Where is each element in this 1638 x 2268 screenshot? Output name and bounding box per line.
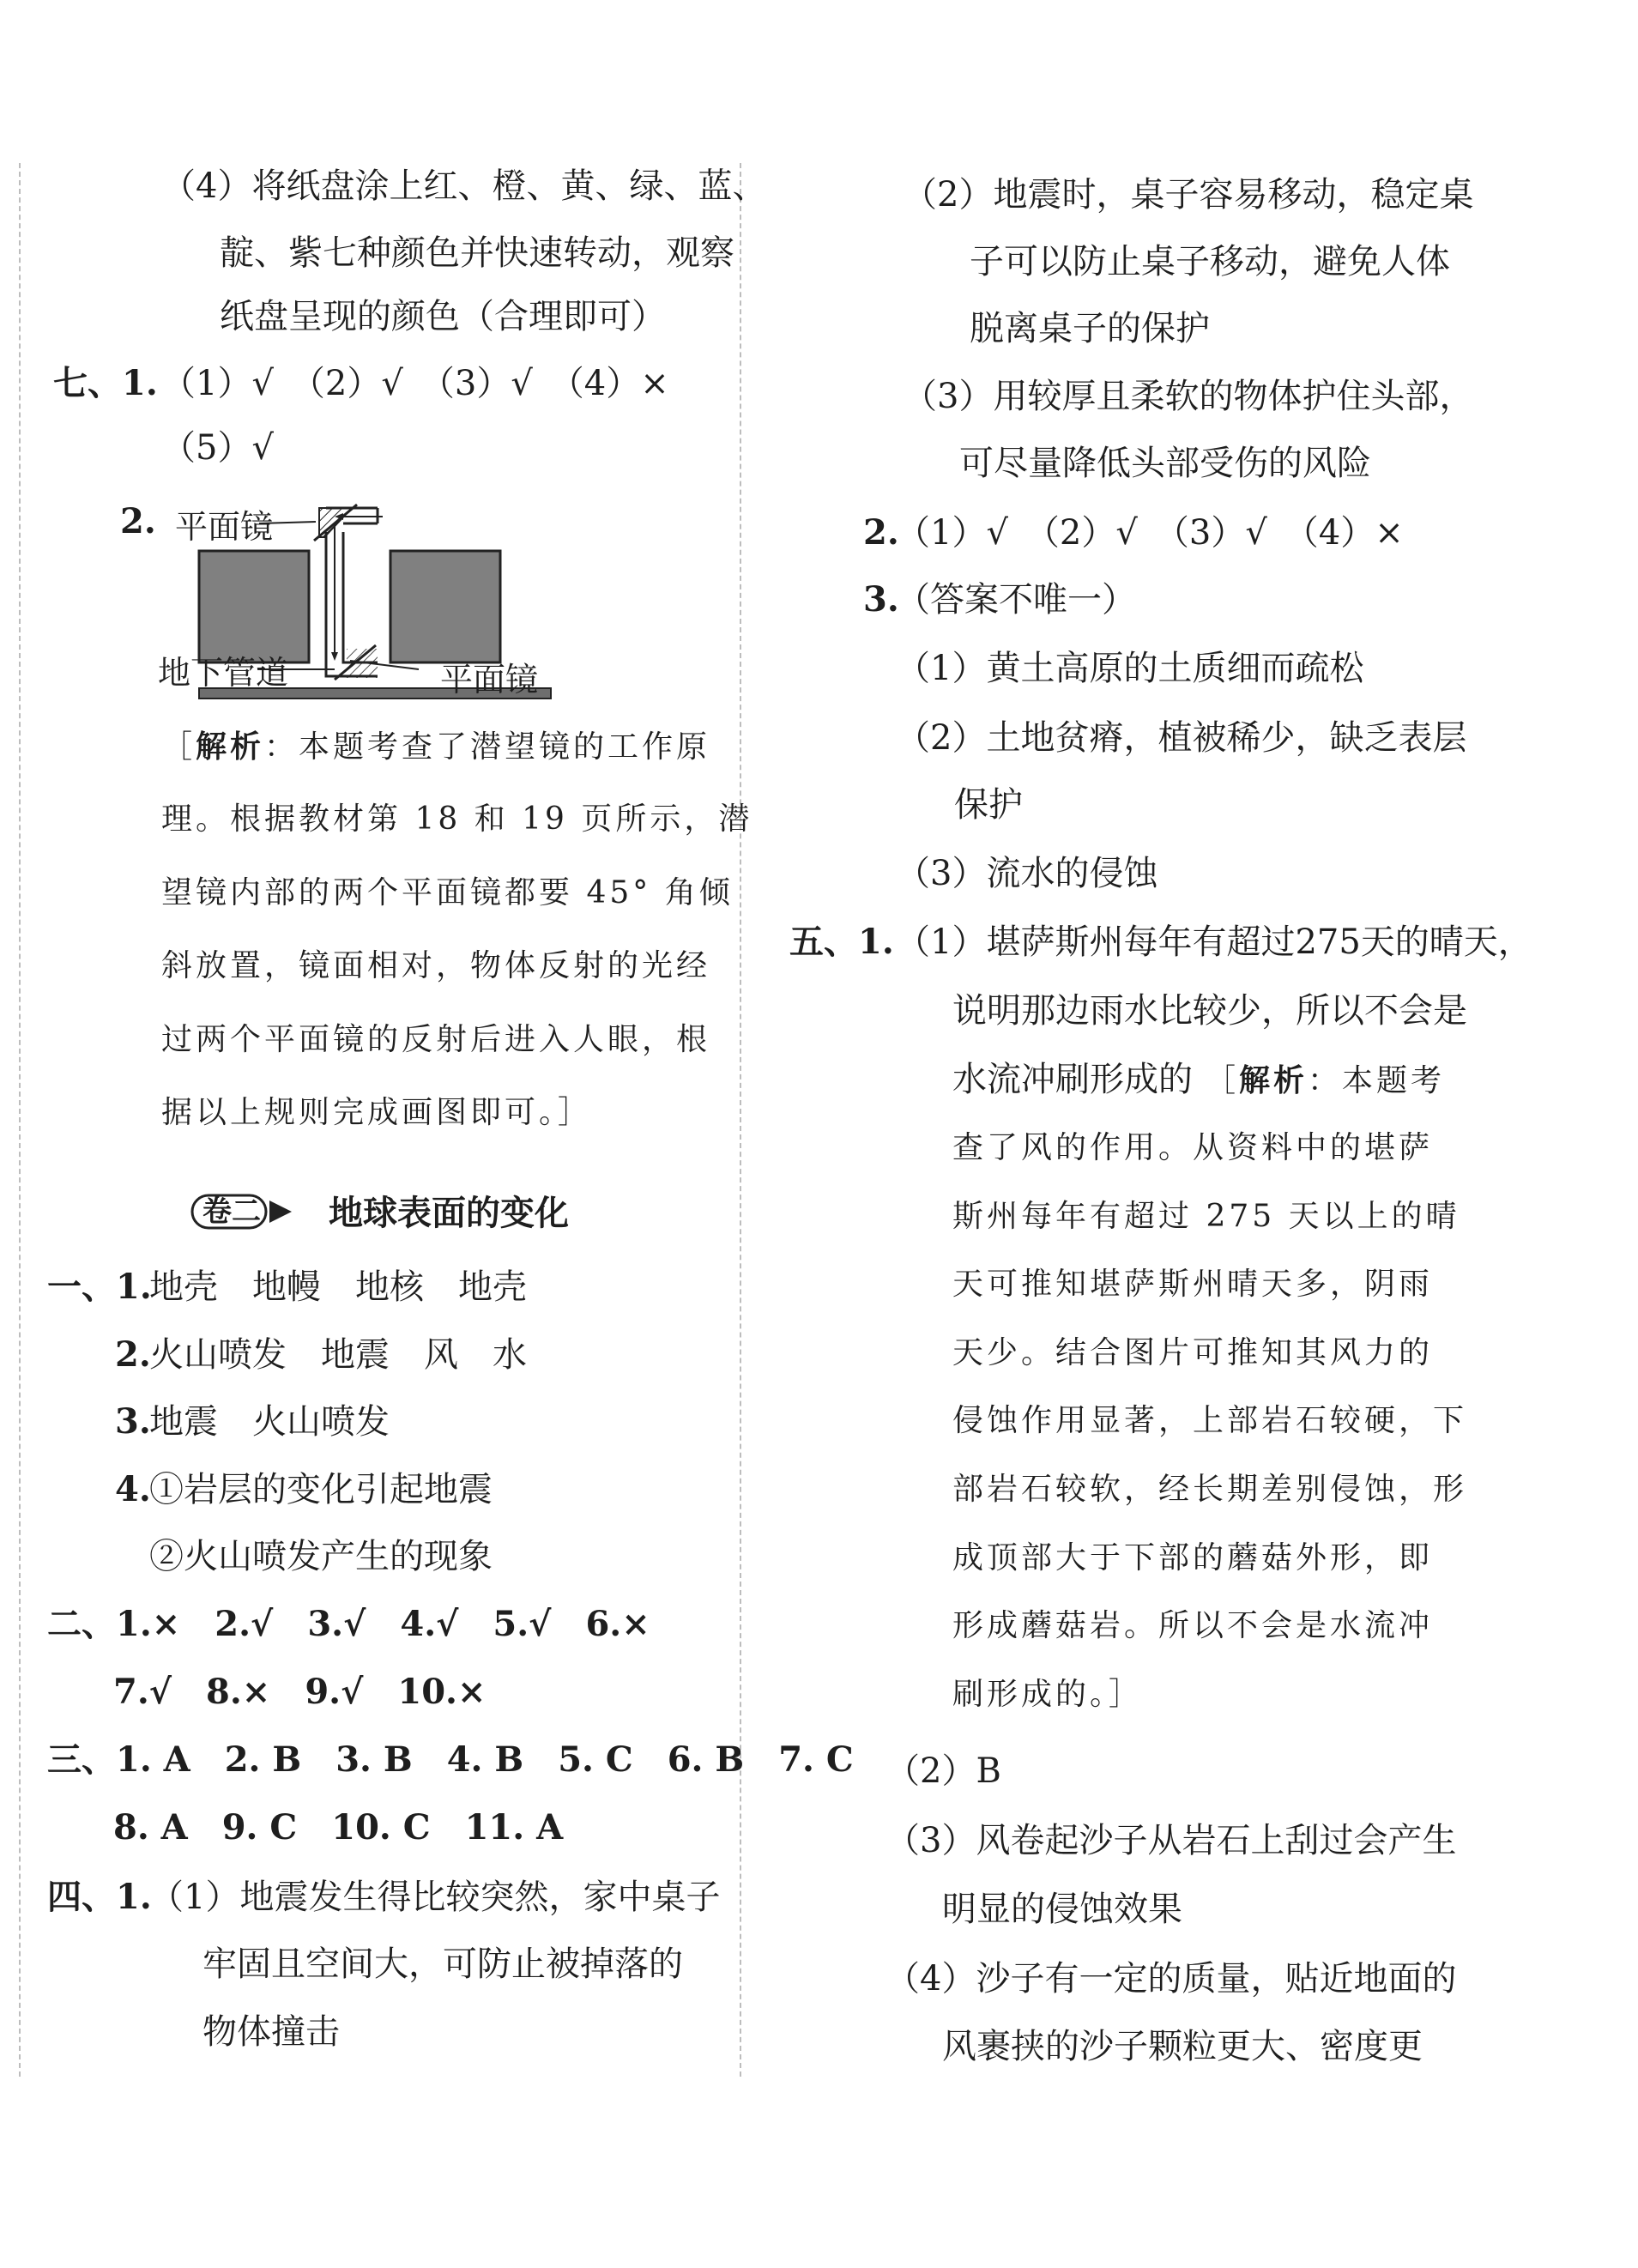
- s4-line-2: 牢固且空间大，可防止被掉落的: [202, 1944, 683, 1984]
- right-analysis-line-1: 查了风的作用。从资料中的堪萨: [952, 1130, 1434, 1165]
- right-analysis-line-4: 天少。结合图片可推知其风力的: [952, 1335, 1434, 1370]
- right-q3-3: （3）流水的侵蚀: [896, 854, 1158, 893]
- right-q3-2: （2）土地贫瘠，植被稀少，缺乏表层: [896, 718, 1467, 758]
- right-5-1-line-1: （1）堪萨斯州每年有超过275天的晴天，: [896, 922, 1532, 962]
- analysis-bracket: ［: [161, 729, 196, 765]
- s1-q3-label: 3.: [115, 1401, 151, 1442]
- right-analysis-text-0: ：本题考: [1308, 1063, 1446, 1098]
- right-5-1-line-2: 说明那边雨水比较少，所以不会是: [952, 991, 1467, 1031]
- right-analysis-line-7: 成顶部大于下部的蘑菇外形，即: [952, 1540, 1434, 1576]
- analysis-line-1: [161, 726, 710, 768]
- right-5-4-line-2: 风裹挟的沙子颗粒更大、密度更: [942, 2027, 1423, 2066]
- label-mirror-top: 平面镜: [175, 508, 274, 546]
- s1-answer-2: 火山喷发 地震 风 水: [149, 1335, 527, 1375]
- s2-answers-a: 二、1.× 2.√ 3.√ 4.√ 5.√ 6.×: [47, 1604, 650, 1644]
- analysis-line-6: 据以上规则完成画图即可。］: [161, 1095, 593, 1130]
- section-7-answers-a: （1）√ （2）√ （3）√ （4）×: [161, 364, 669, 403]
- s1-answer-1: 地壳 地幔 地核 地壳: [149, 1267, 527, 1307]
- s4-label: 四、1.: [47, 1877, 152, 1917]
- left-margin-dash: [19, 163, 21, 2077]
- right-analysis-line-8: 形成蘑菇岩。所以不会是水流冲: [952, 1608, 1434, 1643]
- label-underground-pipe: 地下管道: [158, 654, 289, 692]
- right-5-4-line-1: （4）沙子有一定的质量，贴近地面的: [885, 1959, 1457, 1999]
- right-q3-1: （1）黄土高原的土质细而疏松: [896, 649, 1364, 688]
- right-analysis-line-5: 侵蚀作用显著，上部岩石较硬，下: [952, 1403, 1468, 1438]
- right-q2-answers: （1）√ （2）√ （3）√ （4）×: [896, 513, 1404, 553]
- question-2-label: 2.: [120, 501, 156, 541]
- section-7-answers-b: （5）√: [161, 428, 274, 468]
- analysis-line-5: 过两个平面镜的反射后进入人眼，根: [161, 1022, 711, 1057]
- analysis-line-3: 望镜内部的两个平面镜都要 45° 角倾: [161, 875, 734, 910]
- right-line-2: 子可以防止桌子移动，避免人体: [970, 242, 1450, 281]
- left-line-2: 靛、紫七种颜色并快速转动，观察: [220, 233, 734, 273]
- right-line-5: 可尽量降低头部受伤的风险: [959, 444, 1371, 483]
- s2-answers-b: 7.√ 8.× 9.√ 10.×: [113, 1672, 487, 1712]
- left-line-1: （4）将纸盘涂上红、橙、黄、绿、蓝、: [161, 166, 767, 206]
- right-line-4: （3）用较厚且柔软的物体护住头部，: [903, 377, 1474, 416]
- right-q3-note: （答案不唯一）: [896, 580, 1136, 620]
- analysis-text-1: ：本题考查了潜望镜的工作原: [264, 729, 711, 765]
- right-analysis-line-3: 天可推知堪萨斯州晴天多，阴雨: [952, 1267, 1434, 1302]
- analysis-line-4: 斜放置，镜面相对，物体反射的光经: [161, 948, 711, 983]
- right-q3-2b: 保护: [954, 785, 1023, 825]
- right-analysis-bracket: ［: [1205, 1063, 1240, 1098]
- s1-answer-4a: ①岩层的变化引起地震: [149, 1470, 493, 1509]
- right-analysis-line-9: 刷形成的。］: [952, 1677, 1144, 1712]
- section-badge: [190, 1190, 293, 1233]
- right-line-3: 脱离桌子的保护: [970, 309, 1210, 348]
- badge-text: 卷二: [202, 1194, 261, 1229]
- s3-answers-b: 8. A 9. C 10. C 11. A: [113, 1807, 564, 1848]
- right-5-1-text: 水流冲刷形成的: [952, 1060, 1193, 1099]
- right-q2-label: 2.: [863, 512, 899, 553]
- section-7-label: 七、1.: [53, 363, 158, 403]
- s4-line-3: 物体撞击: [202, 2012, 340, 2052]
- analysis-heading: 解析: [196, 729, 265, 765]
- right-q3-label: 3.: [863, 579, 899, 620]
- right-analysis-line-6: 部岩石较软，经长期差别侵蚀，形: [952, 1472, 1468, 1507]
- label-mirror-bottom: 平面镜: [440, 661, 539, 699]
- s1-answer-3: 地震 火山喷发: [149, 1402, 390, 1442]
- s1-q2-label: 2.: [115, 1334, 151, 1375]
- analysis-line-2: 理。根据教材第 18 和 19 页所示，潜: [161, 801, 753, 837]
- right-ground-block: [390, 551, 500, 662]
- left-line-3: 纸盘呈现的颜色（合理即可）: [220, 297, 666, 336]
- s1-q4-label: 4.: [115, 1469, 151, 1509]
- s3-answers-a: 三、1. A 2. B 3. B 4. B 5. C 6. B 7. C: [47, 1739, 854, 1780]
- section-title: 地球表面的变化: [329, 1194, 569, 1233]
- left-ground-block: [199, 551, 309, 662]
- s4-line-1: （1）地震发生得比较突然，家中桌子: [149, 1878, 721, 1917]
- right-analysis-heading: 解析: [1239, 1062, 1309, 1098]
- s1-label: 一、1.: [47, 1267, 152, 1307]
- right-5-3-line-2: 明显的侵蚀效果: [942, 1890, 1182, 1929]
- right-5-2: （2）B: [885, 1751, 1001, 1791]
- right-5-3-line-1: （3）风卷起沙子从岩石上刮过会产生: [885, 1821, 1457, 1860]
- section-5-label: 五、1.: [789, 922, 894, 962]
- right-analysis-line-2: 斯州每年有超过 275 天以上的晴: [952, 1199, 1460, 1234]
- s1-answer-4b: ②火山喷发产生的现象: [149, 1537, 493, 1576]
- column-divider: [740, 163, 741, 2077]
- right-line-1: （2）地震时，桌子容易移动，稳定桌: [903, 175, 1474, 215]
- right-5-1-line-3: [952, 1059, 1445, 1102]
